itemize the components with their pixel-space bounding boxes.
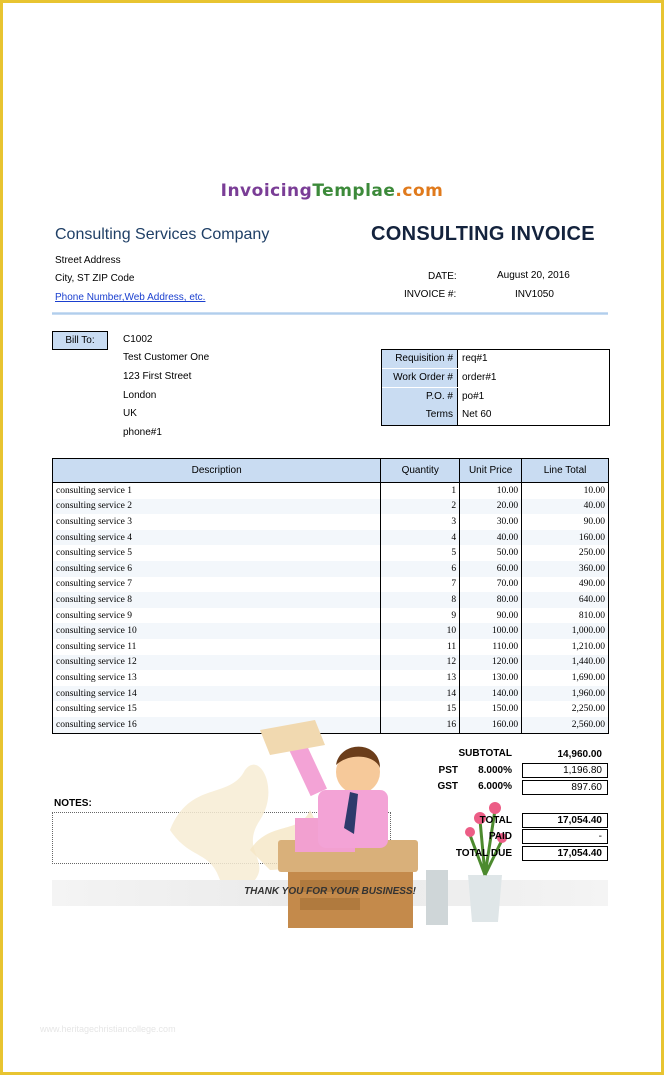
item-description: consulting service 11 bbox=[53, 639, 381, 655]
subtotal-value: 14,960.00 bbox=[557, 749, 602, 760]
header-line-total: Line Total bbox=[522, 459, 609, 483]
table-row bbox=[53, 514, 609, 530]
item-unit-price: 160.00 bbox=[460, 717, 522, 733]
gst-value: 897.60 bbox=[522, 780, 608, 795]
header-unit-price: Unit Price bbox=[460, 459, 522, 483]
table-row bbox=[53, 561, 609, 577]
bill-to-label: Bill To: bbox=[52, 331, 108, 350]
item-unit-price: 110.00 bbox=[460, 639, 522, 655]
item-unit-price: 80.00 bbox=[460, 592, 522, 608]
table-row bbox=[53, 670, 609, 686]
pst-label: PST bbox=[438, 765, 458, 776]
subtotal-label: SUBTOTAL bbox=[458, 748, 512, 759]
item-unit-price: 90.00 bbox=[460, 608, 522, 624]
item-quantity: 9 bbox=[381, 608, 460, 624]
item-unit-price: 10.00 bbox=[460, 483, 522, 499]
item-description: consulting service 8 bbox=[53, 592, 381, 608]
item-quantity: 1 bbox=[381, 483, 460, 499]
table-row bbox=[53, 530, 609, 546]
work-order-key: Work Order # bbox=[382, 369, 458, 387]
company-city: City, ST ZIP Code bbox=[55, 273, 135, 284]
table-row bbox=[53, 499, 609, 515]
customer-id: C1002 bbox=[123, 334, 153, 345]
item-description: consulting service 6 bbox=[53, 561, 381, 577]
item-quantity: 5 bbox=[381, 545, 460, 561]
item-quantity: 7 bbox=[381, 577, 460, 593]
item-description: consulting service 15 bbox=[53, 701, 381, 717]
notes-label: NOTES: bbox=[54, 798, 92, 809]
total-value: 17,054.40 bbox=[522, 813, 608, 828]
customer-street: 123 First Street bbox=[123, 371, 192, 382]
item-quantity: 13 bbox=[381, 670, 460, 686]
watermark: www.heritagechristiancollege.com bbox=[40, 1024, 176, 1034]
po-value: po#1 bbox=[462, 391, 485, 402]
po-key: P.O. # bbox=[382, 388, 458, 406]
item-quantity: 15 bbox=[381, 701, 460, 717]
po-row bbox=[382, 388, 609, 406]
item-line-total: 250.00 bbox=[522, 545, 609, 561]
item-quantity: 10 bbox=[381, 623, 460, 639]
work-order-value: order#1 bbox=[462, 372, 497, 383]
item-unit-price: 50.00 bbox=[460, 545, 522, 561]
header-description: Description bbox=[53, 459, 381, 483]
item-description: consulting service 7 bbox=[53, 577, 381, 593]
item-unit-price: 30.00 bbox=[460, 514, 522, 530]
gst-label: GST bbox=[437, 781, 458, 792]
item-description: consulting service 3 bbox=[53, 514, 381, 530]
item-line-total: 90.00 bbox=[522, 514, 609, 530]
item-description: consulting service 13 bbox=[53, 670, 381, 686]
customer-city: London bbox=[123, 390, 157, 401]
invoice-title: CONSULTING INVOICE bbox=[371, 223, 595, 245]
gst-rate: 6.000% bbox=[478, 781, 512, 792]
item-unit-price: 130.00 bbox=[460, 670, 522, 686]
item-quantity: 4 bbox=[381, 530, 460, 546]
item-line-total: 160.00 bbox=[522, 530, 609, 546]
item-line-total: 490.00 bbox=[522, 577, 609, 593]
customer-phone: phone#1 bbox=[123, 427, 162, 438]
table-row bbox=[53, 686, 609, 702]
terms-value: Net 60 bbox=[462, 409, 492, 420]
company-contact-link[interactable]: Phone Number,Web Address, etc. bbox=[55, 292, 206, 303]
paid-label: PAID bbox=[488, 831, 512, 842]
item-unit-price: 40.00 bbox=[460, 530, 522, 546]
pst-value: 1,196.80 bbox=[522, 763, 608, 778]
item-description: consulting service 1 bbox=[53, 483, 381, 499]
table-header-row bbox=[53, 459, 609, 483]
requisition-value: req#1 bbox=[462, 353, 488, 364]
date-label: DATE: bbox=[428, 271, 457, 282]
item-description: consulting service 16 bbox=[53, 717, 381, 733]
line-items-table bbox=[52, 458, 609, 734]
header-divider bbox=[52, 312, 608, 315]
item-quantity: 11 bbox=[381, 639, 460, 655]
item-unit-price: 150.00 bbox=[460, 701, 522, 717]
item-description: consulting service 9 bbox=[53, 608, 381, 624]
item-description: consulting service 12 bbox=[53, 655, 381, 671]
total-due-label: TOTAL DUE bbox=[455, 848, 512, 859]
item-unit-price: 70.00 bbox=[460, 577, 522, 593]
item-quantity: 6 bbox=[381, 561, 460, 577]
item-line-total: 1,440.00 bbox=[522, 655, 609, 671]
thank-you-message: THANK YOU FOR YOUR BUSINESS! bbox=[244, 886, 416, 897]
item-description: consulting service 4 bbox=[53, 530, 381, 546]
work-order-row bbox=[382, 369, 609, 387]
item-description: consulting service 14 bbox=[53, 686, 381, 702]
item-line-total: 1,210.00 bbox=[522, 639, 609, 655]
table-row bbox=[53, 592, 609, 608]
customer-name: Test Customer One bbox=[123, 352, 210, 363]
item-unit-price: 60.00 bbox=[460, 561, 522, 577]
terms-row bbox=[382, 406, 609, 425]
item-unit-price: 140.00 bbox=[460, 686, 522, 702]
item-quantity: 8 bbox=[381, 592, 460, 608]
invoice-number-label: INVOICE #: bbox=[404, 289, 457, 300]
customer-country: UK bbox=[123, 408, 137, 419]
invoice-number: INV1050 bbox=[515, 289, 554, 300]
table-row bbox=[53, 655, 609, 671]
terms-key: Terms bbox=[382, 406, 458, 425]
company-name: Consulting Services Company bbox=[55, 226, 270, 243]
logo-part-3: .com bbox=[395, 181, 444, 201]
item-description: consulting service 10 bbox=[53, 623, 381, 639]
item-unit-price: 100.00 bbox=[460, 623, 522, 639]
item-line-total: 40.00 bbox=[522, 499, 609, 515]
item-line-total: 360.00 bbox=[522, 561, 609, 577]
item-line-total: 1,000.00 bbox=[522, 623, 609, 639]
item-quantity: 2 bbox=[381, 499, 460, 515]
invoice-date: August 20, 2016 bbox=[497, 270, 570, 281]
item-unit-price: 20.00 bbox=[460, 499, 522, 515]
item-quantity: 12 bbox=[381, 655, 460, 671]
table-row bbox=[53, 577, 609, 593]
total-label: TOTAL bbox=[479, 815, 512, 826]
item-line-total: 810.00 bbox=[522, 608, 609, 624]
item-line-total: 1,960.00 bbox=[522, 686, 609, 702]
item-quantity: 3 bbox=[381, 514, 460, 530]
company-street: Street Address bbox=[55, 255, 121, 266]
header-quantity: Quantity bbox=[381, 459, 460, 483]
item-unit-price: 120.00 bbox=[460, 655, 522, 671]
site-logo bbox=[0, 181, 664, 201]
logo-part-2: Templae bbox=[312, 181, 396, 201]
item-description: consulting service 5 bbox=[53, 545, 381, 561]
item-line-total: 1,690.00 bbox=[522, 670, 609, 686]
total-due-value: 17,054.40 bbox=[522, 846, 608, 861]
pst-rate: 8.000% bbox=[478, 765, 512, 776]
table-row bbox=[53, 483, 609, 499]
paid-value: - bbox=[522, 829, 608, 844]
item-description: consulting service 2 bbox=[53, 499, 381, 515]
item-line-total: 2,560.00 bbox=[522, 717, 609, 733]
table-row bbox=[53, 608, 609, 624]
item-line-total: 2,250.00 bbox=[522, 701, 609, 717]
table-row bbox=[53, 623, 609, 639]
item-quantity: 14 bbox=[381, 686, 460, 702]
requisition-box bbox=[381, 349, 610, 426]
logo-part-1: Invoicing bbox=[220, 181, 313, 201]
table-row bbox=[53, 545, 609, 561]
item-line-total: 10.00 bbox=[522, 483, 609, 499]
requisition-row bbox=[382, 350, 609, 368]
item-line-total: 640.00 bbox=[522, 592, 609, 608]
item-quantity: 16 bbox=[381, 717, 460, 733]
requisition-key: Requisition # bbox=[382, 350, 458, 368]
table-row bbox=[53, 639, 609, 655]
